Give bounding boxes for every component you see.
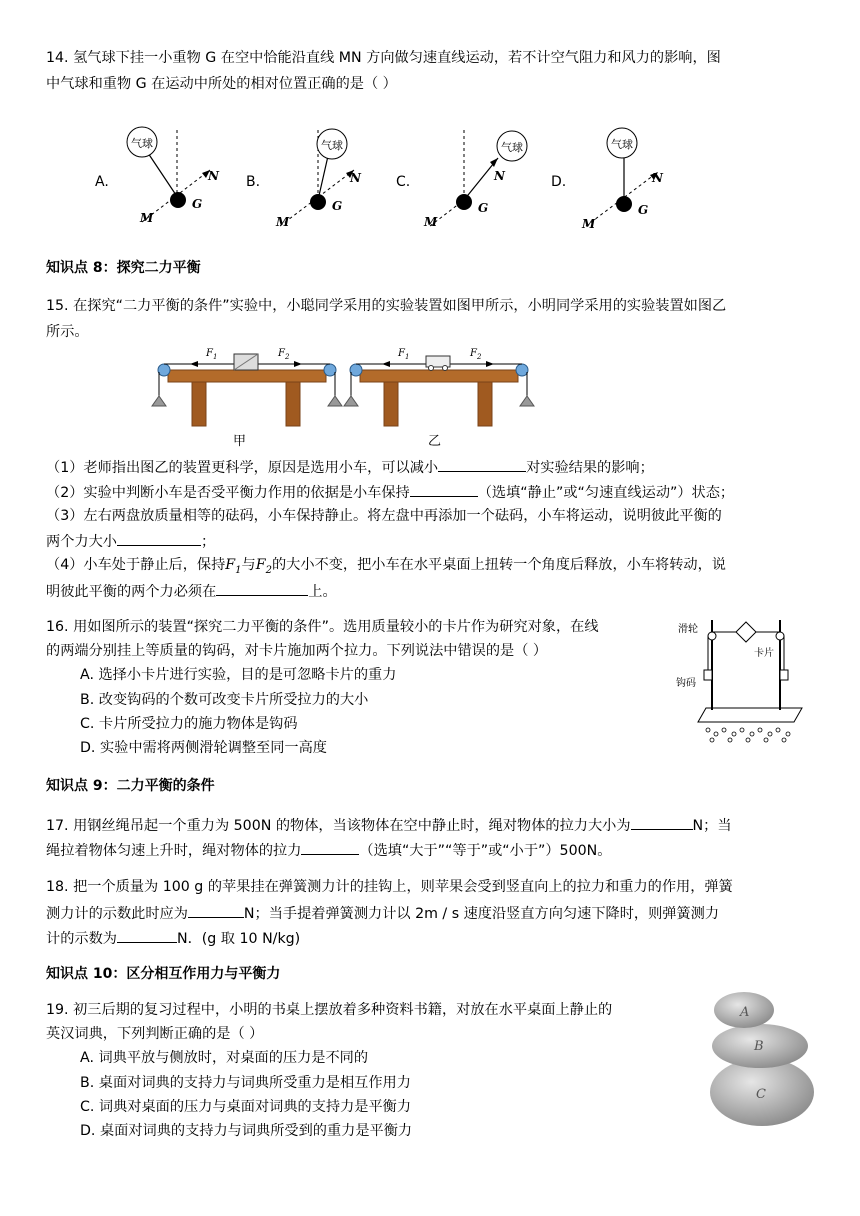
svg-text:N: N (350, 171, 361, 185)
q15-figure-jia (150, 340, 345, 450)
svg-text:A: A (740, 1005, 750, 1020)
balloon-label: 气球 (611, 138, 633, 151)
q15-figure-jia-label: 甲 (233, 434, 247, 449)
q18-line3: 计的示数为 N．(g 取 10 N/kg) (46, 927, 300, 949)
balloon-label: 气球 (131, 137, 153, 150)
svg-text:滑轮: 滑轮 (678, 624, 698, 635)
q16-apparatus-figure (672, 606, 812, 748)
q15-text-line1: 15. 在探究“二力平衡的条件”实验中，小聪同学采用的实验装置如图甲所示，小明同学采用的实验装置如图乙 (46, 298, 727, 314)
q15-blank-2[interactable] (410, 481, 478, 497)
weight-g (310, 194, 326, 210)
q17-line2: 绳拉着物体匀速上升时，绳对物体的拉力 （选填“大于”“等于”或“小于”）500N。 (46, 839, 611, 861)
svg-text:钩码: 钩码 (676, 678, 696, 689)
q16-text-line2: 的两端分别挂上等质量的钩码，对卡片施加两个拉力。下列说法中错误的是（ ） (46, 643, 548, 659)
svg-text:N: N (208, 169, 219, 183)
q14-option-b-label: B. (246, 174, 261, 190)
q18-blank-1[interactable] (188, 902, 244, 918)
svg-text:M: M (140, 211, 154, 225)
section-heading-8: 知识点 8：探究二力平衡 (46, 260, 201, 276)
q19-option-a: A. 词典平放与侧放时，对桌面的压力是不同的 (80, 1050, 369, 1066)
q16-text-line1: 16. 用如图所示的装置“探究二力平衡的条件”。选用质量较小的卡片作为研究对象，在线 (46, 619, 599, 635)
q15-part1: （1）老师指出图乙的装置更科学，原因是选用小车，可以减小 对实验结果的影响； (46, 456, 654, 478)
q15-part4-line2: 明彼此平衡的两个力必须在 上。 (46, 580, 337, 602)
q15-part3-line1: （3）左右两盘放质量相等的砝码，小车保持静止。将左盘中再添加一个砝码，小车将运动，说明彼此平衡的 (46, 508, 722, 524)
svg-text:M: M (424, 215, 438, 229)
q19-text-line2: 英汉词典，下列判断正确的是（ ） (46, 1026, 264, 1042)
q14-text-line1: 14. 氢气球下挂一小重物 G 在空中恰能沿直线 MN 方向做匀速直线运动，若不计空气阻力和风力的影响，图 (46, 50, 721, 66)
q15-blank-3[interactable] (117, 530, 201, 546)
q17-line1: 17. 用钢丝绳吊起一个重力为 500N 的物体，当该物体在空中静止时，绳对物体的拉力大小为 N；当 (46, 814, 732, 836)
svg-text:G: G (192, 197, 203, 211)
q19-stacked-stones-image (696, 988, 820, 1130)
svg-text:F2: $F_2$ (278, 348, 290, 361)
balloon-label: 气球 (501, 141, 523, 154)
weight-g (456, 194, 472, 210)
svg-text:卡片: 卡片 (754, 648, 774, 659)
q18-line1: 18. 把一个质量为 100 g 的苹果挂在弹簧测力计的挂钩上，则苹果会受到竖直向上的拉力和重力的作用，弹簧 (46, 879, 733, 895)
q15-part3-line2: 两个力大小 ； (46, 530, 215, 552)
svg-text:C: C (756, 1087, 766, 1102)
q16-option-b: B. 改变钩码的个数可改变卡片所受拉力的大小 (80, 692, 369, 708)
svg-text:F2: $F_2$ (470, 348, 482, 361)
q14-option-c-label: C. (396, 174, 411, 190)
q16-option-c: C. 卡片所受拉力的施力物体是钩码 (80, 716, 298, 732)
q14-option-a-label: A. (95, 174, 109, 190)
q15-figure-yi-label: 乙 (428, 434, 442, 449)
section-heading-9: 知识点 9：二力平衡的条件 (46, 778, 215, 794)
weight-g (616, 196, 632, 212)
q17-blank-1[interactable] (631, 814, 693, 830)
q17-blank-2[interactable] (301, 839, 359, 855)
q14-option-d-label: D. (551, 174, 567, 190)
q19-option-c: C. 词典对桌面的压力与桌面对词典的支持力是平衡力 (80, 1099, 412, 1115)
svg-text:B: B (754, 1039, 764, 1054)
q15-text-line2: 所示。 (46, 324, 89, 340)
q14-diagram-a (120, 122, 230, 232)
card (736, 622, 756, 642)
q19-option-d: D. 桌面对词典的支持力与词典所受到的重力是平衡力 (80, 1123, 413, 1139)
q19-text-line1: 19. 初三后期的复习过程中，小明的书桌上摆放着多种资料书籍，对放在水平桌面上静止的 (46, 1002, 613, 1018)
q15-blank-4[interactable] (216, 580, 308, 596)
q15-blank-1[interactable] (438, 456, 526, 472)
svg-text:M: M (276, 215, 290, 229)
section-heading-10: 知识点 10：区分相互作用力与平衡力 (46, 966, 281, 982)
q19-option-b: B. 桌面对词典的支持力与词典所受重力是相互作用力 (80, 1075, 411, 1091)
balloon-label: 气球 (321, 139, 343, 152)
q16-option-a: A. 选择小卡片进行实验，目的是可忽略卡片的重力 (80, 667, 397, 683)
q14-diagram-c (418, 122, 538, 232)
svg-text:N: N (494, 169, 505, 183)
svg-text:M: M (582, 217, 596, 231)
q15-part2: （2）实验中判断小车是否受平衡力作用的依据是小车保持 （选填“静止”或“匀速直线运动”）状态； (46, 481, 734, 503)
svg-text:G: G (332, 199, 343, 213)
q14-diagram-d (574, 122, 684, 232)
svg-text:N: N (652, 171, 663, 185)
svg-text:G: G (638, 203, 649, 217)
q18-blank-2[interactable] (117, 927, 177, 943)
svg-text:F1: $F_1$ (398, 348, 410, 361)
svg-text:G: G (478, 201, 489, 215)
q15-part4-line1: （4）小车处于静止后，保持$F_1$与$F_2$的大小不变，把小车在水平桌面上扭转一个角度后释放，小车将转动，说 (46, 557, 726, 576)
q16-option-d: D. 实验中需将两侧滑轮调整至同一高度 (80, 740, 327, 756)
q14-text-line2: 中气球和重物 G 在运动中所处的相对位置正确的是（ ） (46, 76, 397, 92)
svg-text:F1: $F_1$ (206, 348, 218, 361)
q18-line2: 测力计的示数此时应为 N；当手提着弹簧测力计以 2m / s 速度沿竖直方向匀速下降时，则弹簧测力 (46, 902, 719, 924)
q14-diagram-b (270, 122, 380, 232)
weight-g (170, 192, 186, 208)
